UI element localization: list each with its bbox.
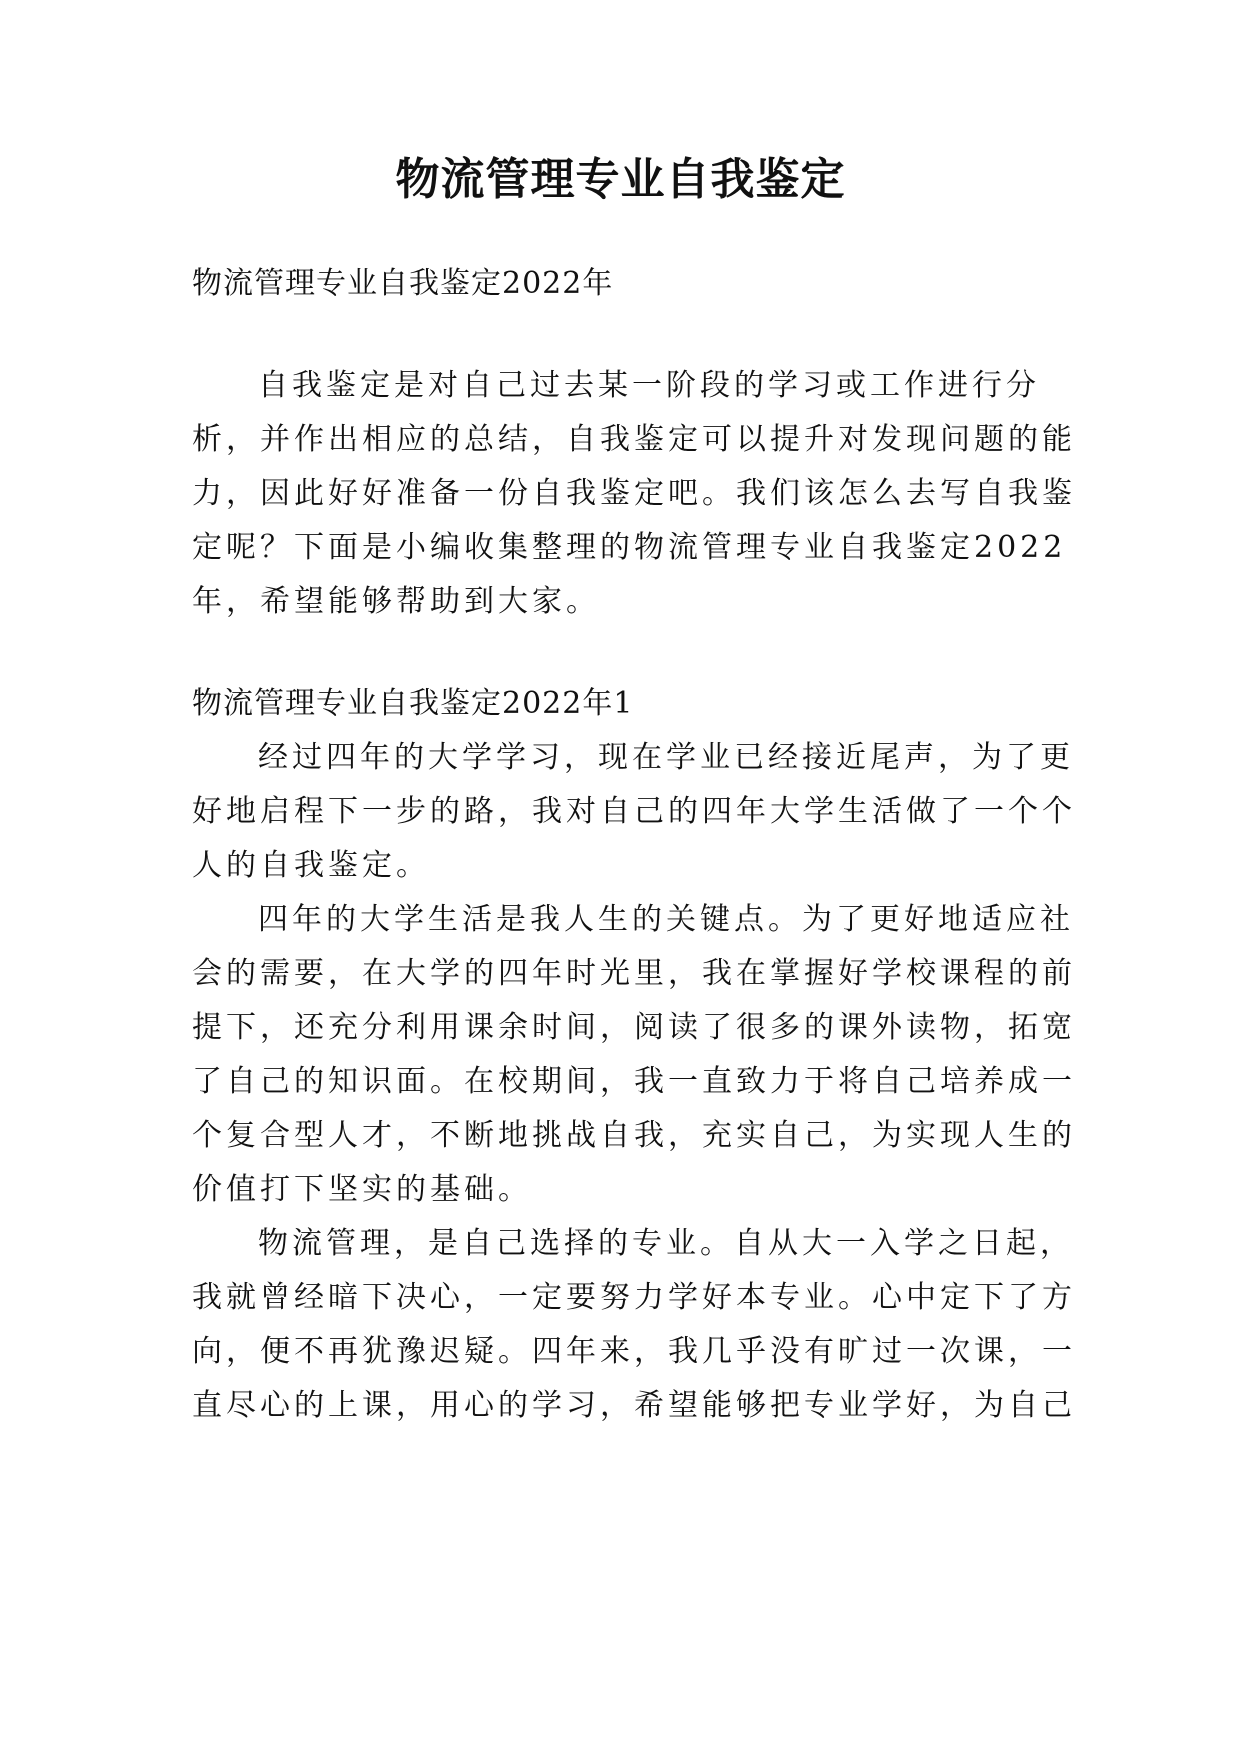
para2-line-5: 个复合型人才，不断地挑战自我，充实自己，为实现人生的: [192, 1118, 1076, 1153]
para3-line-3: 向，便不再犹豫迟疑。四年来，我几乎没有旷过一次课，一: [192, 1334, 1076, 1369]
para2-line-2: 会的需要，在大学的四年时光里，我在掌握好学校课程的前: [192, 956, 1076, 991]
intro-line-3: 力，因此好好准备一份自我鉴定吧。我们该怎么去写自我鉴: [192, 476, 1076, 511]
para2-line-4: 了自己的知识面。在校期间，我一直致力于将自己培养成一: [192, 1064, 1076, 1099]
para1-line-2: 好地启程下一步的路，我对自己的四年大学生活做了一个个: [192, 794, 1076, 829]
para2-line-3: 提下，还充分利用课余时间，阅读了很多的课外读物，拓宽: [192, 1010, 1076, 1045]
para3-line-4: 直尽心的上课，用心的学习，希望能够把专业学好，为自己: [192, 1388, 1076, 1423]
intro-line-4: 定呢？下面是小编收集整理的物流管理专业自我鉴定2022: [192, 530, 1067, 565]
para2-line-1: 四年的大学生活是我人生的关键点。为了更好地适应社: [258, 902, 1074, 937]
para1-line-1: 经过四年的大学学习，现在学业已经接近尾声，为了更: [258, 740, 1074, 775]
subtitle: 物流管理专业自我鉴定2022年: [192, 266, 614, 301]
para1-line-3: 人的自我鉴定。: [192, 848, 430, 883]
intro-line-1: 自我鉴定是对自己过去某一阶段的学习或工作进行分: [258, 368, 1040, 403]
section1-heading: 物流管理专业自我鉴定2022年1: [192, 686, 634, 721]
para3-line-2: 我就曾经暗下决心，一定要努力学好本专业。心中定下了方: [192, 1280, 1076, 1315]
document-title: 物流管理专业自我鉴定: [395, 154, 846, 205]
para3-line-1: 物流管理，是自己选择的专业。自从大一入学之日起，: [258, 1226, 1074, 1261]
intro-line-5: 年，希望能够帮助到大家。: [192, 584, 600, 619]
para2-line-6: 价值打下坚实的基础。: [192, 1172, 532, 1207]
intro-line-2: 析，并作出相应的总结，自我鉴定可以提升对发现问题的能: [192, 422, 1076, 457]
